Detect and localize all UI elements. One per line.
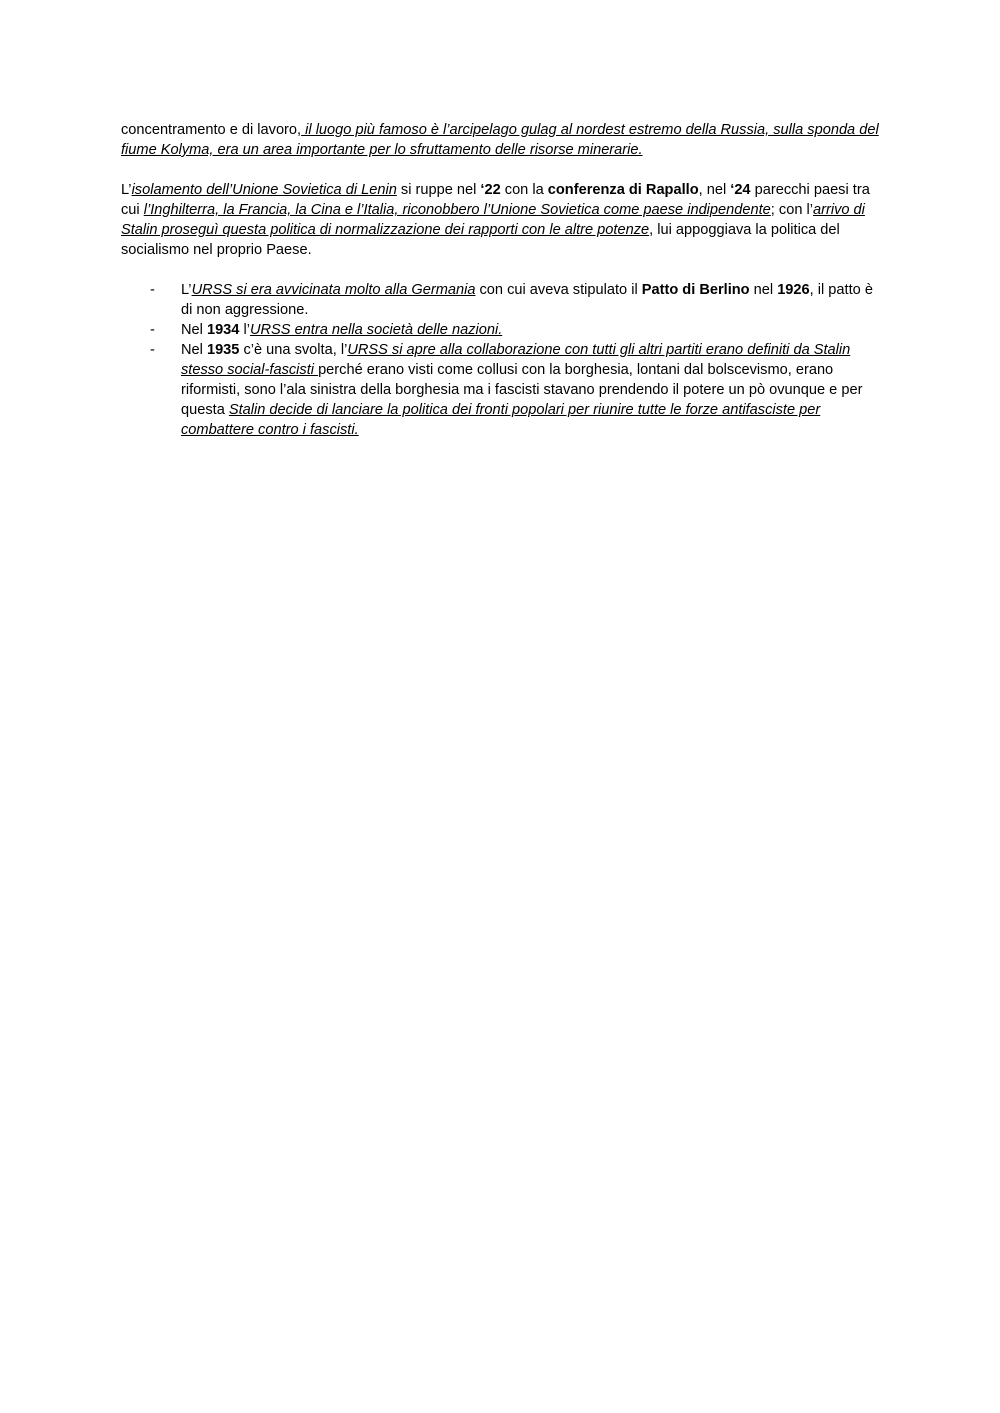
bold-text: conferenza di Rapallo: [547, 182, 699, 198]
bold-text: Patto di Berlino: [641, 282, 750, 298]
bold-text: ‘24: [730, 182, 751, 198]
bold-text: 1934: [206, 322, 240, 338]
bold-text: ‘22: [480, 182, 501, 198]
underlined-text: Stalin decide di lanciare la politica dei fronti popolari per riunire tutte le forze antifasciste per combattere contro i fascisti.: [181, 402, 821, 438]
paragraph-gulag: [121, 120, 891, 160]
list-bullet: -: [150, 282, 155, 298]
text-span: , nel: [698, 182, 731, 198]
bold-text: 1926: [777, 282, 810, 298]
text-span: c’è una svolta, l’: [239, 342, 348, 358]
bold-text: 1935: [206, 342, 240, 358]
text-span: concentramento e di lavoro,: [121, 122, 302, 138]
list-item: [0, 340, 881, 440]
underlined-text: isolamento dell’Unione Sovietica di Lenin: [131, 182, 397, 198]
text-span: Nel: [181, 342, 207, 358]
text-span: con cui aveva stipulato il: [475, 282, 642, 298]
underlined-text: l’Inghilterra, la Francia, la Cina e l’Italia, riconobbero l’Unione Sovietica come paese indipendente: [143, 202, 771, 218]
text-span: L’: [181, 282, 192, 298]
text-span: perché erano visti come collusi con la borghesia, lontani dal bolscevismo, erano riformisti, sono l’ala sinistra della borghesia ma i fascisti stavano prendendo il potere un pò ovunque e per questa: [181, 362, 863, 418]
text-span: nel: [749, 282, 778, 298]
underlined-text: il luogo più famoso è l’arcipelago gulag al nordest estremo della Russia, sulla sponda del fiume Kolyma, era un area importante per lo sfruttamento delle risorse minerarie.: [121, 122, 879, 158]
text-span: con la: [500, 182, 548, 198]
list-item: [0, 320, 881, 340]
bullet-list: [0, 280, 1000, 440]
paragraph-soviet-isolation: [121, 180, 891, 260]
underlined-text: URSS entra nella società delle nazioni.: [249, 322, 503, 338]
underlined-text: URSS si era avvicinata molto alla Germania: [191, 282, 476, 298]
text-span: ; con l’: [770, 202, 813, 218]
text-span: l’: [239, 322, 250, 338]
underlined-text: arrivo di Stalin proseguì questa politica di normalizzazione dei rapporti con le altre potenze: [121, 202, 865, 238]
list-bullet: -: [150, 322, 155, 338]
list-item: [0, 280, 881, 320]
text-span: Nel: [181, 322, 207, 338]
list-bullet: -: [150, 342, 155, 358]
text-span: , lui appoggiava la politica del socialismo nel proprio Paese.: [121, 222, 840, 258]
text-span: parecchi paesi tra cui: [121, 182, 870, 218]
text-span: , il patto è di non aggressione.: [181, 282, 873, 318]
text-span: L’: [121, 182, 132, 198]
underlined-text: URSS si apre alla collaborazione con tutti gli altri partiti erano definiti da Stalin stesso social-fascisti: [181, 342, 851, 378]
text-span: si ruppe nel: [396, 182, 481, 198]
